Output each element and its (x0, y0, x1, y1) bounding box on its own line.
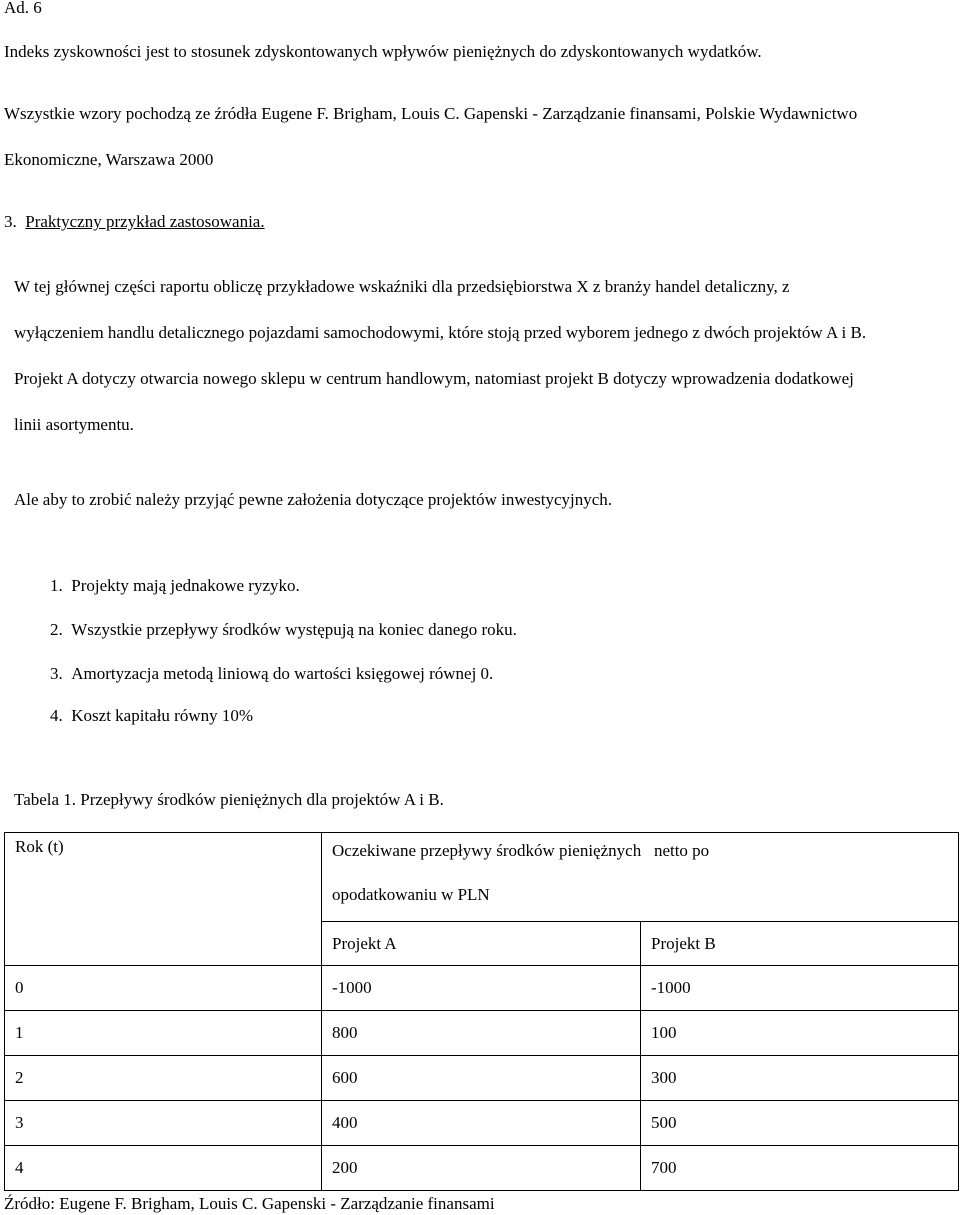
table-row (5, 1011, 959, 1056)
table-source: Źródło: Eugene F. Brigham, Louis C. Gapenski - Zarządzanie finansami (4, 1194, 495, 1213)
cell-project-b: -1000 (641, 966, 959, 1011)
table-row (5, 1146, 959, 1191)
list-item-text: Amortyzacja metodą liniową do wartości księgowej równej 0. (71, 664, 494, 683)
subheading (4, 212, 265, 232)
cell-project-b: 700 (641, 1146, 959, 1191)
list-item (50, 620, 517, 640)
section-heading: Ad. 6 (4, 0, 42, 17)
intro-line: wyłączeniem handlu detalicznego pojazdami samochodowymi, które stoją przed wyborem jednego z dwóch projektów A i B. (14, 323, 867, 342)
list-item-number: 3. (50, 664, 63, 683)
cell-project-b: 100 (641, 1011, 959, 1056)
list-item (50, 576, 300, 596)
cell-year: 2 (5, 1056, 322, 1101)
definition-text: Indeks zyskowności jest to stosunek zdyskontowanych wpływów pieniężnych do zdyskontowanych wydatków. (4, 42, 762, 61)
cell-project-a: 600 (322, 1056, 641, 1101)
header-year: Rok (t) (5, 833, 322, 966)
list-item-text: Koszt kapitału równy 10% (71, 706, 254, 725)
cell-year: 0 (5, 966, 322, 1011)
header-group-line1: Oczekiwane przepływy środków pieniężnych netto po (332, 841, 710, 860)
assumptions-lead: Ale aby to zrobić należy przyjąć pewne założenia dotyczące projektów inwestycyjnych. (14, 490, 613, 509)
cell-year: 4 (5, 1146, 322, 1191)
cell-year: 1 (5, 1011, 322, 1056)
cell-project-b: 300 (641, 1056, 959, 1101)
table-header-row (5, 833, 959, 922)
list-item-number: 1. (50, 576, 63, 595)
list-item (50, 664, 493, 684)
list-item-number: 4. (50, 706, 63, 725)
table-row (5, 1056, 959, 1101)
cell-project-a: 800 (322, 1011, 641, 1056)
table-caption: Tabela 1. Przepływy środków pieniężnych dla projektów A i B. (14, 790, 444, 809)
intro-paragraph (14, 264, 954, 448)
intro-line: Projekt A dotyczy otwarcia nowego sklepu w centrum handlowym, natomiast projekt B dotyczy wprowadzenia dodatkowej (14, 369, 854, 388)
intro-line: linii asortymentu. (14, 415, 134, 434)
cash-flow-table (4, 832, 959, 1191)
table-row (5, 966, 959, 1011)
subheading-title: Praktyczny przykład zastosowania. (25, 212, 265, 231)
source-note-line2: Ekonomiczne, Warszawa 2000 (4, 150, 214, 169)
header-project-a: Projekt A (322, 922, 641, 966)
list-item-text: Wszystkie przepływy środków występują na koniec danego roku. (71, 620, 517, 639)
table-row (5, 1101, 959, 1146)
cell-project-b: 500 (641, 1101, 959, 1146)
list-item (50, 706, 253, 726)
header-cash-flow-group (322, 833, 959, 922)
cell-project-a: -1000 (322, 966, 641, 1011)
source-note-line1: Wszystkie wzory pochodzą ze źródła Eugene F. Brigham, Louis C. Gapenski - Zarządzanie finansami, Polskie Wydawnictwo (4, 104, 858, 123)
list-item-number: 2. (50, 620, 63, 639)
list-item-text: Projekty mają jednakowe ryzyko. (71, 576, 300, 595)
intro-line: W tej głównej części raportu obliczę przykładowe wskaźniki dla przedsiębiorstwa X z branży handel detaliczny, z (14, 277, 790, 296)
subheading-number: 3. (4, 212, 17, 231)
cell-project-a: 400 (322, 1101, 641, 1146)
cell-project-a: 200 (322, 1146, 641, 1191)
header-project-b: Projekt B (641, 922, 959, 966)
header-group-line2: opodatkowaniu w PLN (332, 885, 490, 904)
cell-year: 3 (5, 1101, 322, 1146)
